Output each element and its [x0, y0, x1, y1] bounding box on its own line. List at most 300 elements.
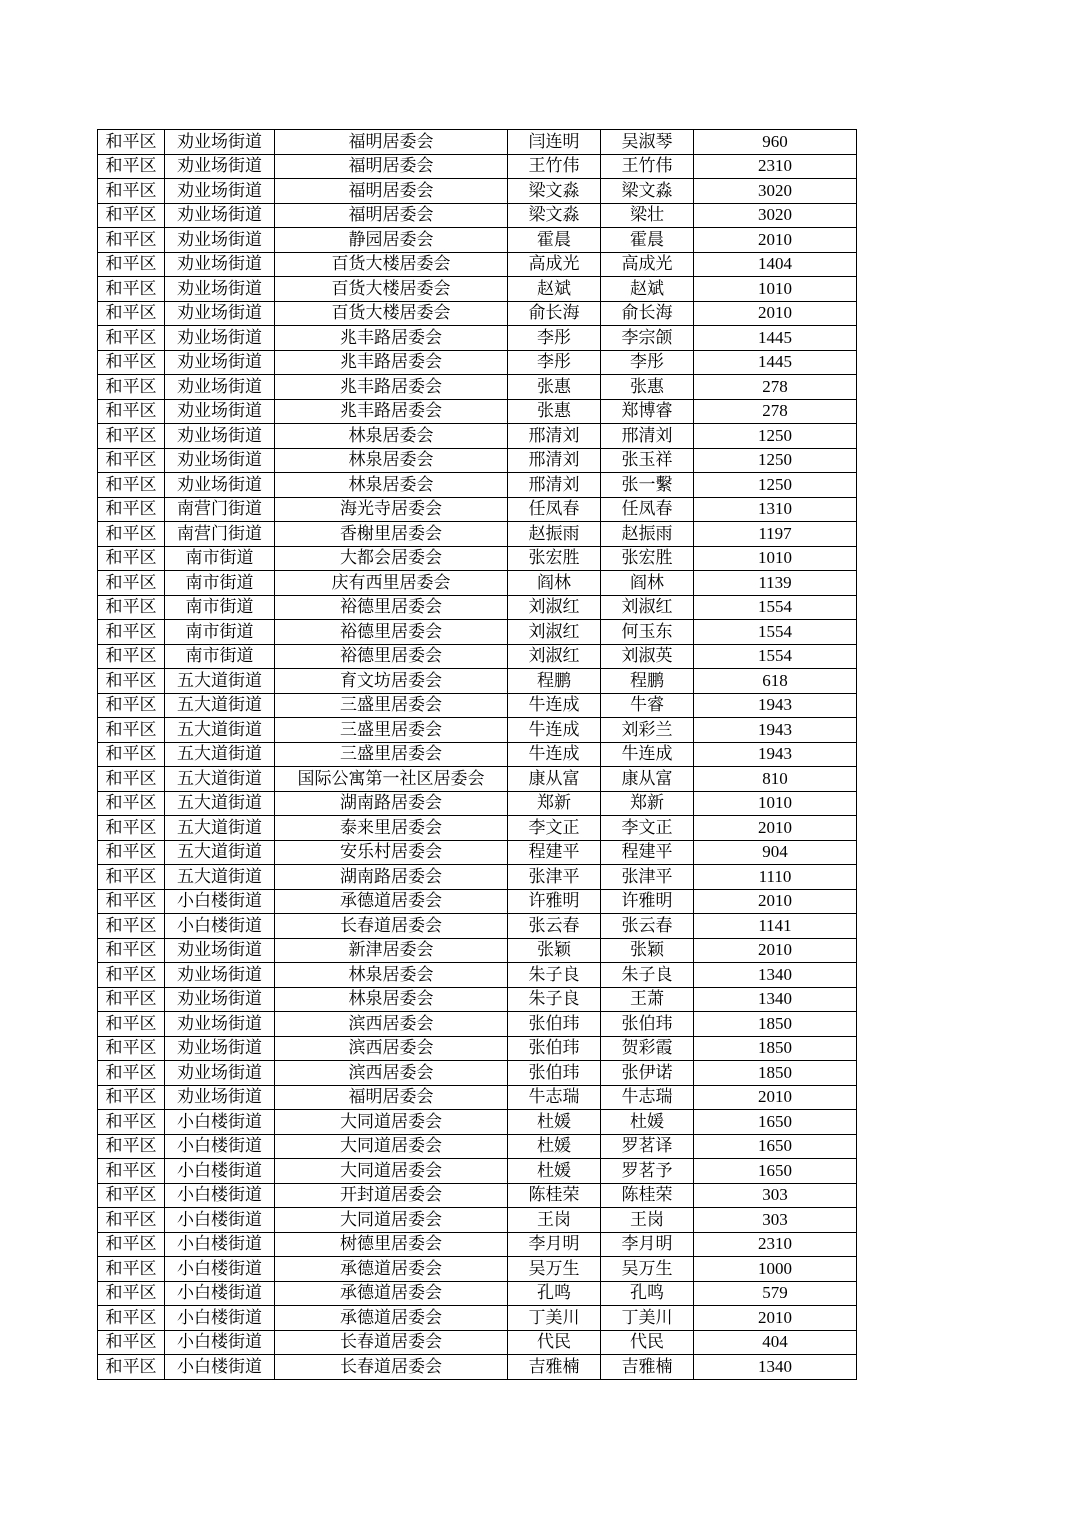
- street-cell: 小白楼街道: [165, 1257, 275, 1282]
- table-row: [98, 767, 857, 792]
- street-cell: 五大道街道: [165, 865, 275, 890]
- district-cell: 和平区: [98, 742, 165, 767]
- amount-cell: 1850: [694, 1061, 857, 1086]
- street-cell: 小白楼街道: [165, 1306, 275, 1331]
- table-row: [98, 546, 857, 571]
- amount-cell: 1310: [694, 497, 857, 522]
- street-cell: 五大道街道: [165, 791, 275, 816]
- member-cell: 牛志瑞: [601, 1085, 694, 1110]
- table-row: [98, 497, 857, 522]
- applicant-cell: 陈桂荣: [508, 1183, 601, 1208]
- applicant-cell: 刘淑红: [508, 644, 601, 669]
- member-cell: 张宏胜: [601, 546, 694, 571]
- table-row: [98, 424, 857, 449]
- committee-cell: 承德道居委会: [275, 1306, 508, 1331]
- applicant-cell: 邢清刘: [508, 424, 601, 449]
- applicant-cell: 赵振雨: [508, 522, 601, 547]
- street-cell: 劝业场街道: [165, 424, 275, 449]
- amount-cell: 1340: [694, 1355, 857, 1380]
- street-cell: 劝业场街道: [165, 448, 275, 473]
- street-cell: 劝业场街道: [165, 130, 275, 155]
- table-row: [98, 473, 857, 498]
- amount-cell: 1650: [694, 1110, 857, 1135]
- applicant-cell: 牛连成: [508, 693, 601, 718]
- member-cell: 张津平: [601, 865, 694, 890]
- amount-cell: 1554: [694, 595, 857, 620]
- district-cell: 和平区: [98, 1257, 165, 1282]
- committee-cell: 三盛里居委会: [275, 742, 508, 767]
- member-cell: 俞长海: [601, 301, 694, 326]
- committee-cell: 庆有西里居委会: [275, 571, 508, 596]
- district-cell: 和平区: [98, 350, 165, 375]
- district-cell: 和平区: [98, 326, 165, 351]
- street-cell: 小白楼街道: [165, 1159, 275, 1184]
- committee-cell: 国际公寓第一社区居委会: [275, 767, 508, 792]
- amount-cell: 1141: [694, 914, 857, 939]
- committee-cell: 开封道居委会: [275, 1183, 508, 1208]
- committee-cell: 滨西居委会: [275, 1012, 508, 1037]
- committee-cell: 大同道居委会: [275, 1208, 508, 1233]
- street-cell: 劝业场街道: [165, 1012, 275, 1037]
- member-cell: 杜媛: [601, 1110, 694, 1135]
- member-cell: 王萧: [601, 987, 694, 1012]
- table-row: [98, 1281, 857, 1306]
- table-body: [98, 130, 857, 1380]
- applicant-cell: 霍晨: [508, 228, 601, 253]
- amount-cell: 1340: [694, 963, 857, 988]
- district-cell: 和平区: [98, 816, 165, 841]
- member-cell: 孔鸣: [601, 1281, 694, 1306]
- committee-cell: 静园居委会: [275, 228, 508, 253]
- street-cell: 五大道街道: [165, 669, 275, 694]
- table-row: [98, 1330, 857, 1355]
- member-cell: 李月明: [601, 1232, 694, 1257]
- applicant-cell: 张伯玮: [508, 1061, 601, 1086]
- applicant-cell: 李彤: [508, 350, 601, 375]
- table-row: [98, 595, 857, 620]
- member-cell: 张一繫: [601, 473, 694, 498]
- amount-cell: 2010: [694, 1306, 857, 1331]
- applicant-cell: 张伯玮: [508, 1012, 601, 1037]
- table-row: [98, 571, 857, 596]
- applicant-cell: 俞长海: [508, 301, 601, 326]
- street-cell: 南营门街道: [165, 522, 275, 547]
- district-cell: 和平区: [98, 473, 165, 498]
- district-cell: 和平区: [98, 914, 165, 939]
- applicant-cell: 刘淑红: [508, 620, 601, 645]
- street-cell: 五大道街道: [165, 693, 275, 718]
- member-cell: 王竹伟: [601, 154, 694, 179]
- member-cell: 李宗颌: [601, 326, 694, 351]
- table-row: [98, 791, 857, 816]
- applicant-cell: 牛连成: [508, 718, 601, 743]
- table-row: [98, 1012, 857, 1037]
- amount-cell: 1943: [694, 742, 857, 767]
- street-cell: 小白楼街道: [165, 1355, 275, 1380]
- street-cell: 南市街道: [165, 595, 275, 620]
- table-row: [98, 865, 857, 890]
- table-row: [98, 644, 857, 669]
- amount-cell: 810: [694, 767, 857, 792]
- committee-cell: 育文坊居委会: [275, 669, 508, 694]
- district-cell: 和平区: [98, 1208, 165, 1233]
- applicant-cell: 邢清刘: [508, 473, 601, 498]
- applicant-cell: 李文正: [508, 816, 601, 841]
- table-row: [98, 1355, 857, 1380]
- district-cell: 和平区: [98, 889, 165, 914]
- amount-cell: 2010: [694, 889, 857, 914]
- street-cell: 南营门街道: [165, 497, 275, 522]
- street-cell: 五大道街道: [165, 767, 275, 792]
- committee-cell: 安乐村居委会: [275, 840, 508, 865]
- committee-cell: 百货大楼居委会: [275, 252, 508, 277]
- street-cell: 劝业场街道: [165, 399, 275, 424]
- district-cell: 和平区: [98, 1281, 165, 1306]
- amount-cell: 1850: [694, 1036, 857, 1061]
- applicant-cell: 丁美川: [508, 1306, 601, 1331]
- street-cell: 五大道街道: [165, 840, 275, 865]
- district-cell: 和平区: [98, 644, 165, 669]
- table-row: [98, 1159, 857, 1184]
- member-cell: 郑博睿: [601, 399, 694, 424]
- amount-cell: 1110: [694, 865, 857, 890]
- committee-cell: 百货大楼居委会: [275, 301, 508, 326]
- committee-cell: 兆丰路居委会: [275, 399, 508, 424]
- applicant-cell: 张伯玮: [508, 1036, 601, 1061]
- applicant-cell: 闫连明: [508, 130, 601, 155]
- amount-cell: 1010: [694, 277, 857, 302]
- applicant-cell: 牛志瑞: [508, 1085, 601, 1110]
- applicant-cell: 梁文淼: [508, 203, 601, 228]
- committee-cell: 新津居委会: [275, 938, 508, 963]
- amount-cell: 2010: [694, 816, 857, 841]
- committee-cell: 湖南路居委会: [275, 865, 508, 890]
- street-cell: 劝业场街道: [165, 179, 275, 204]
- member-cell: 高成光: [601, 252, 694, 277]
- applicant-cell: 张津平: [508, 865, 601, 890]
- member-cell: 何玉东: [601, 620, 694, 645]
- committee-cell: 三盛里居委会: [275, 693, 508, 718]
- amount-cell: 1445: [694, 350, 857, 375]
- table-row: [98, 228, 857, 253]
- district-cell: 和平区: [98, 1183, 165, 1208]
- member-cell: 张惠: [601, 375, 694, 400]
- amount-cell: 1010: [694, 546, 857, 571]
- applicant-cell: 张颖: [508, 938, 601, 963]
- street-cell: 劝业场街道: [165, 154, 275, 179]
- committee-cell: 林泉居委会: [275, 448, 508, 473]
- amount-cell: 1250: [694, 424, 857, 449]
- member-cell: 任凤春: [601, 497, 694, 522]
- district-cell: 和平区: [98, 963, 165, 988]
- district-cell: 和平区: [98, 399, 165, 424]
- street-cell: 劝业场街道: [165, 252, 275, 277]
- committee-cell: 大都会居委会: [275, 546, 508, 571]
- applicant-cell: 王竹伟: [508, 154, 601, 179]
- district-cell: 和平区: [98, 522, 165, 547]
- district-cell: 和平区: [98, 1159, 165, 1184]
- street-cell: 五大道街道: [165, 816, 275, 841]
- committee-cell: 裕德里居委会: [275, 620, 508, 645]
- member-cell: 罗茗译: [601, 1134, 694, 1159]
- member-cell: 赵振雨: [601, 522, 694, 547]
- table-row: [98, 1110, 857, 1135]
- committee-cell: 海光寺居委会: [275, 497, 508, 522]
- table-row: [98, 252, 857, 277]
- district-cell: 和平区: [98, 448, 165, 473]
- amount-cell: 1445: [694, 326, 857, 351]
- committee-cell: 林泉居委会: [275, 424, 508, 449]
- district-cell: 和平区: [98, 203, 165, 228]
- street-cell: 小白楼街道: [165, 1110, 275, 1135]
- member-cell: 刘淑英: [601, 644, 694, 669]
- street-cell: 劝业场街道: [165, 1085, 275, 1110]
- applicant-cell: 吉雅楠: [508, 1355, 601, 1380]
- table-row: [98, 154, 857, 179]
- applicant-cell: 邢清刘: [508, 448, 601, 473]
- street-cell: 劝业场街道: [165, 1061, 275, 1086]
- district-cell: 和平区: [98, 1330, 165, 1355]
- applicant-cell: 代民: [508, 1330, 601, 1355]
- table-row: [98, 375, 857, 400]
- amount-cell: 2310: [694, 1232, 857, 1257]
- amount-cell: 1404: [694, 252, 857, 277]
- committee-cell: 承德道居委会: [275, 1257, 508, 1282]
- member-cell: 邢清刘: [601, 424, 694, 449]
- street-cell: 劝业场街道: [165, 326, 275, 351]
- street-cell: 小白楼街道: [165, 1232, 275, 1257]
- amount-cell: 1943: [694, 693, 857, 718]
- amount-cell: 2010: [694, 1085, 857, 1110]
- street-cell: 劝业场街道: [165, 277, 275, 302]
- committee-cell: 长春道居委会: [275, 1355, 508, 1380]
- committee-cell: 泰来里居委会: [275, 816, 508, 841]
- street-cell: 小白楼街道: [165, 1330, 275, 1355]
- table-row: [98, 1134, 857, 1159]
- street-cell: 劝业场街道: [165, 1036, 275, 1061]
- district-cell: 和平区: [98, 301, 165, 326]
- amount-cell: 1000: [694, 1257, 857, 1282]
- committee-cell: 兆丰路居委会: [275, 350, 508, 375]
- amount-cell: 618: [694, 669, 857, 694]
- table-row: [98, 620, 857, 645]
- committee-cell: 裕德里居委会: [275, 595, 508, 620]
- member-cell: 贺彩霞: [601, 1036, 694, 1061]
- committee-cell: 福明居委会: [275, 130, 508, 155]
- district-cell: 和平区: [98, 718, 165, 743]
- amount-cell: 2010: [694, 228, 857, 253]
- amount-cell: 303: [694, 1208, 857, 1233]
- member-cell: 牛睿: [601, 693, 694, 718]
- district-cell: 和平区: [98, 1232, 165, 1257]
- street-cell: 劝业场街道: [165, 203, 275, 228]
- applicant-cell: 康从富: [508, 767, 601, 792]
- district-cell: 和平区: [98, 840, 165, 865]
- amount-cell: 1010: [694, 791, 857, 816]
- table-row: [98, 840, 857, 865]
- district-cell: 和平区: [98, 130, 165, 155]
- district-cell: 和平区: [98, 571, 165, 596]
- table-row: [98, 1257, 857, 1282]
- committee-cell: 承德道居委会: [275, 1281, 508, 1306]
- spreadsheet-page: [97, 129, 857, 1380]
- district-cell: 和平区: [98, 865, 165, 890]
- member-cell: 李彤: [601, 350, 694, 375]
- applicant-cell: 程建平: [508, 840, 601, 865]
- district-cell: 和平区: [98, 1134, 165, 1159]
- amount-cell: 2010: [694, 938, 857, 963]
- table-row: [98, 693, 857, 718]
- street-cell: 劝业场街道: [165, 938, 275, 963]
- member-cell: 王岗: [601, 1208, 694, 1233]
- district-cell: 和平区: [98, 791, 165, 816]
- table-row: [98, 987, 857, 1012]
- amount-cell: 2010: [694, 301, 857, 326]
- street-cell: 五大道街道: [165, 742, 275, 767]
- applicant-cell: 杜媛: [508, 1159, 601, 1184]
- amount-cell: 1139: [694, 571, 857, 596]
- member-cell: 吴万生: [601, 1257, 694, 1282]
- street-cell: 小白楼街道: [165, 1208, 275, 1233]
- table-row: [98, 301, 857, 326]
- table-row: [98, 938, 857, 963]
- street-cell: 南市街道: [165, 571, 275, 596]
- table-row: [98, 448, 857, 473]
- member-cell: 刘彩兰: [601, 718, 694, 743]
- committee-cell: 兆丰路居委会: [275, 326, 508, 351]
- amount-cell: 1554: [694, 644, 857, 669]
- member-cell: 张伊诺: [601, 1061, 694, 1086]
- table-row: [98, 742, 857, 767]
- data-table: [97, 129, 857, 1380]
- member-cell: 牛连成: [601, 742, 694, 767]
- street-cell: 小白楼街道: [165, 1134, 275, 1159]
- member-cell: 陈桂荣: [601, 1183, 694, 1208]
- amount-cell: 1250: [694, 473, 857, 498]
- member-cell: 康从富: [601, 767, 694, 792]
- district-cell: 和平区: [98, 497, 165, 522]
- committee-cell: 三盛里居委会: [275, 718, 508, 743]
- table-row: [98, 1208, 857, 1233]
- committee-cell: 承德道居委会: [275, 889, 508, 914]
- applicant-cell: 任凤春: [508, 497, 601, 522]
- member-cell: 吴淑琴: [601, 130, 694, 155]
- amount-cell: 404: [694, 1330, 857, 1355]
- street-cell: 劝业场街道: [165, 228, 275, 253]
- applicant-cell: 吴万生: [508, 1257, 601, 1282]
- member-cell: 张玉祥: [601, 448, 694, 473]
- amount-cell: 1650: [694, 1134, 857, 1159]
- applicant-cell: 赵斌: [508, 277, 601, 302]
- applicant-cell: 李月明: [508, 1232, 601, 1257]
- district-cell: 和平区: [98, 938, 165, 963]
- street-cell: 小白楼街道: [165, 914, 275, 939]
- table-row: [98, 963, 857, 988]
- member-cell: 朱子良: [601, 963, 694, 988]
- member-cell: 郑新: [601, 791, 694, 816]
- member-cell: 程鹏: [601, 669, 694, 694]
- amount-cell: 1554: [694, 620, 857, 645]
- member-cell: 赵斌: [601, 277, 694, 302]
- district-cell: 和平区: [98, 228, 165, 253]
- district-cell: 和平区: [98, 252, 165, 277]
- district-cell: 和平区: [98, 1012, 165, 1037]
- applicant-cell: 高成光: [508, 252, 601, 277]
- district-cell: 和平区: [98, 1306, 165, 1331]
- amount-cell: 2310: [694, 154, 857, 179]
- district-cell: 和平区: [98, 1110, 165, 1135]
- table-row: [98, 1061, 857, 1086]
- applicant-cell: 张惠: [508, 399, 601, 424]
- applicant-cell: 许雅明: [508, 889, 601, 914]
- amount-cell: 1850: [694, 1012, 857, 1037]
- amount-cell: 278: [694, 399, 857, 424]
- member-cell: 张颖: [601, 938, 694, 963]
- table-row: [98, 669, 857, 694]
- table-row: [98, 718, 857, 743]
- committee-cell: 湖南路居委会: [275, 791, 508, 816]
- amount-cell: 1250: [694, 448, 857, 473]
- district-cell: 和平区: [98, 620, 165, 645]
- street-cell: 劝业场街道: [165, 301, 275, 326]
- committee-cell: 长春道居委会: [275, 914, 508, 939]
- district-cell: 和平区: [98, 375, 165, 400]
- table-row: [98, 203, 857, 228]
- applicant-cell: 张宏胜: [508, 546, 601, 571]
- applicant-cell: 朱子良: [508, 963, 601, 988]
- district-cell: 和平区: [98, 693, 165, 718]
- table-row: [98, 1306, 857, 1331]
- committee-cell: 大同道居委会: [275, 1134, 508, 1159]
- amount-cell: 579: [694, 1281, 857, 1306]
- street-cell: 劝业场街道: [165, 375, 275, 400]
- member-cell: 刘淑红: [601, 595, 694, 620]
- applicant-cell: 牛连成: [508, 742, 601, 767]
- district-cell: 和平区: [98, 1036, 165, 1061]
- member-cell: 张伯玮: [601, 1012, 694, 1037]
- committee-cell: 兆丰路居委会: [275, 375, 508, 400]
- amount-cell: 303: [694, 1183, 857, 1208]
- committee-cell: 树德里居委会: [275, 1232, 508, 1257]
- district-cell: 和平区: [98, 154, 165, 179]
- district-cell: 和平区: [98, 1085, 165, 1110]
- street-cell: 小白楼街道: [165, 1281, 275, 1306]
- member-cell: 霍晨: [601, 228, 694, 253]
- committee-cell: 大同道居委会: [275, 1110, 508, 1135]
- district-cell: 和平区: [98, 1061, 165, 1086]
- applicant-cell: 李彤: [508, 326, 601, 351]
- committee-cell: 福明居委会: [275, 179, 508, 204]
- district-cell: 和平区: [98, 277, 165, 302]
- table-row: [98, 277, 857, 302]
- member-cell: 程建平: [601, 840, 694, 865]
- committee-cell: 福明居委会: [275, 154, 508, 179]
- committee-cell: 林泉居委会: [275, 963, 508, 988]
- committee-cell: 福明居委会: [275, 203, 508, 228]
- table-row: [98, 130, 857, 155]
- table-row: [98, 350, 857, 375]
- committee-cell: 百货大楼居委会: [275, 277, 508, 302]
- table-row: [98, 522, 857, 547]
- amount-cell: 3020: [694, 179, 857, 204]
- applicant-cell: 杜媛: [508, 1134, 601, 1159]
- applicant-cell: 程鹏: [508, 669, 601, 694]
- committee-cell: 福明居委会: [275, 1085, 508, 1110]
- amount-cell: 1197: [694, 522, 857, 547]
- member-cell: 丁美川: [601, 1306, 694, 1331]
- district-cell: 和平区: [98, 595, 165, 620]
- member-cell: 梁文淼: [601, 179, 694, 204]
